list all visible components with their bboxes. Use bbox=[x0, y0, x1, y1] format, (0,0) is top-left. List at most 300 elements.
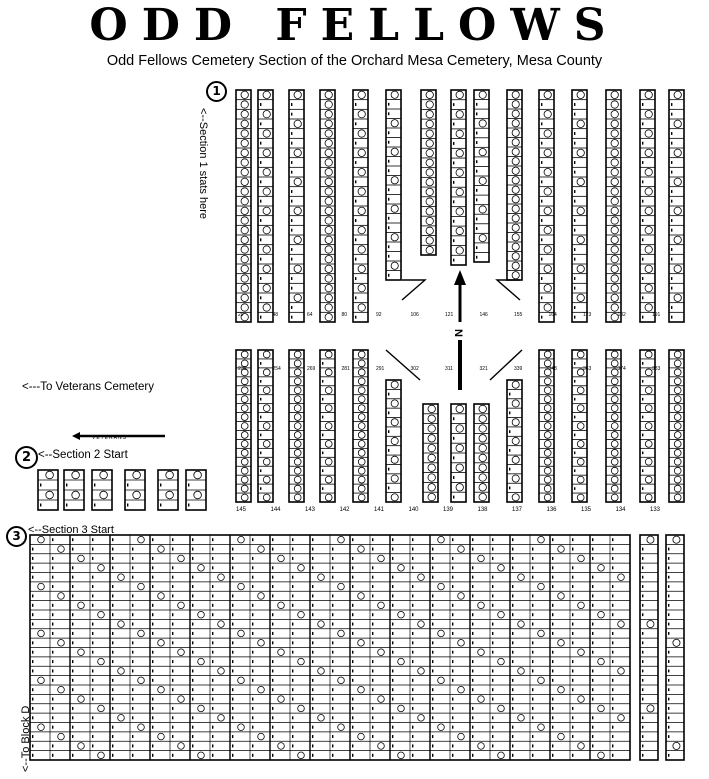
plot-tick bbox=[32, 557, 33, 560]
grave-marker bbox=[78, 743, 85, 750]
plot-tick bbox=[152, 754, 153, 757]
plot-tick bbox=[32, 660, 33, 663]
plot-tick bbox=[332, 735, 333, 738]
plot-column bbox=[669, 350, 684, 502]
plot-tick bbox=[352, 566, 353, 569]
plot-tick bbox=[552, 576, 553, 579]
plot-tick bbox=[212, 632, 213, 635]
grave-marker bbox=[479, 415, 486, 422]
grave-marker bbox=[456, 188, 463, 195]
plot-tick bbox=[332, 744, 333, 747]
plot-tick bbox=[541, 161, 542, 164]
plot-tick bbox=[52, 557, 53, 560]
plot-tick bbox=[192, 538, 193, 541]
plot-tick bbox=[592, 716, 593, 719]
plot-tick bbox=[272, 594, 273, 597]
plot-tick bbox=[212, 726, 213, 729]
grave-marker bbox=[325, 101, 332, 108]
grave-marker bbox=[398, 565, 405, 572]
plot-tick bbox=[355, 122, 356, 125]
grave-marker bbox=[294, 294, 301, 301]
plot-tick bbox=[388, 141, 389, 144]
section-3-number-circle: 3 bbox=[6, 526, 27, 547]
plot-tick bbox=[312, 660, 313, 663]
plot-tick bbox=[232, 744, 233, 747]
grave-marker bbox=[512, 167, 519, 174]
row-number-label: 92 bbox=[376, 312, 382, 318]
plot-tick bbox=[388, 468, 389, 471]
grave-marker bbox=[647, 705, 654, 712]
grave-marker bbox=[456, 150, 463, 157]
plot-tick bbox=[212, 651, 213, 654]
plot-tick bbox=[612, 726, 613, 729]
plot-tick bbox=[252, 651, 253, 654]
grave-marker bbox=[198, 658, 205, 665]
plot-tick bbox=[291, 248, 292, 251]
plot-tick bbox=[592, 585, 593, 588]
plot-tick bbox=[668, 566, 669, 569]
plot-tick bbox=[132, 735, 133, 738]
grave-marker bbox=[158, 546, 165, 553]
grave-marker bbox=[426, 179, 433, 186]
grave-marker bbox=[456, 405, 463, 412]
grave-marker bbox=[674, 449, 681, 456]
row-number-label: 138 bbox=[477, 507, 488, 513]
plot-tick bbox=[472, 641, 473, 644]
plot-tick bbox=[671, 171, 672, 174]
plot-tick bbox=[272, 660, 273, 663]
plot-tick bbox=[52, 716, 53, 719]
plot-tick bbox=[260, 487, 261, 490]
grave-marker bbox=[426, 198, 433, 205]
plot-tick bbox=[292, 698, 293, 701]
grave-marker bbox=[98, 752, 105, 759]
grave-marker bbox=[98, 565, 105, 572]
plot-tick bbox=[572, 707, 573, 710]
plot-tick bbox=[432, 641, 433, 644]
plot-tick bbox=[612, 594, 613, 597]
row-number-label: 236 bbox=[238, 366, 247, 372]
grave-marker bbox=[479, 474, 486, 481]
grave-marker bbox=[426, 120, 433, 127]
plot-tick bbox=[388, 393, 389, 396]
grave-marker bbox=[58, 686, 65, 693]
plot-tick bbox=[668, 660, 669, 663]
plot-tick bbox=[132, 754, 133, 757]
plot-tick bbox=[671, 258, 672, 261]
grave-marker bbox=[358, 91, 365, 98]
plot-tick bbox=[152, 679, 153, 682]
plot-tick bbox=[232, 613, 233, 616]
plot-tick bbox=[72, 641, 73, 644]
plot-tick bbox=[212, 557, 213, 560]
plot-tick bbox=[532, 623, 533, 626]
grave-marker bbox=[325, 226, 332, 233]
plot-tick bbox=[453, 476, 454, 479]
map-title: ODD FELLOWS bbox=[89, 0, 620, 51]
plot-tick bbox=[574, 451, 575, 454]
grave-marker bbox=[178, 602, 185, 609]
plot-tick bbox=[192, 623, 193, 626]
plot-tick bbox=[412, 698, 413, 701]
plot-tick bbox=[612, 538, 613, 541]
grave-marker bbox=[645, 188, 652, 195]
plot-tick bbox=[372, 735, 373, 738]
grave-marker bbox=[611, 120, 618, 127]
plot-tick bbox=[432, 688, 433, 691]
plot-tick bbox=[452, 604, 453, 607]
row-number-label: 139 bbox=[443, 507, 454, 513]
grave-marker bbox=[398, 705, 405, 712]
grave-marker bbox=[358, 396, 365, 403]
grave-marker bbox=[263, 188, 270, 195]
grave-marker bbox=[294, 265, 301, 272]
plot-tick bbox=[574, 398, 575, 401]
grave-marker bbox=[598, 658, 605, 665]
plot-tick bbox=[355, 200, 356, 203]
plot-tick bbox=[392, 679, 393, 682]
plot-tick bbox=[322, 469, 323, 472]
plot-tick bbox=[260, 469, 261, 472]
grave-marker bbox=[598, 611, 605, 618]
plot-tick bbox=[512, 660, 513, 663]
grave-marker bbox=[325, 168, 332, 175]
plot-tick bbox=[612, 679, 613, 682]
plot-tick bbox=[212, 538, 213, 541]
plot-tick bbox=[452, 566, 453, 569]
grave-marker bbox=[78, 555, 85, 562]
plot-tick bbox=[509, 487, 510, 490]
grave-marker bbox=[294, 178, 301, 185]
plot-tick bbox=[392, 716, 393, 719]
grave-marker bbox=[512, 475, 519, 482]
plot-tick bbox=[312, 735, 313, 738]
row-number-label: 182 bbox=[617, 312, 626, 318]
grave-marker bbox=[456, 247, 463, 254]
grave-marker bbox=[512, 262, 519, 269]
grave-marker bbox=[391, 120, 398, 127]
grave-marker bbox=[318, 574, 325, 581]
plot-tick bbox=[152, 585, 153, 588]
plot-tick bbox=[112, 698, 113, 701]
plot-tick bbox=[452, 576, 453, 579]
plot-tick bbox=[412, 613, 413, 616]
plot-tick bbox=[612, 744, 613, 747]
plot-tick bbox=[388, 245, 389, 248]
plot-tick bbox=[72, 707, 73, 710]
grave-marker bbox=[241, 101, 248, 108]
grave-marker bbox=[456, 91, 463, 98]
grave-marker bbox=[611, 159, 618, 166]
grave-marker bbox=[544, 130, 551, 137]
plot-tick bbox=[352, 623, 353, 626]
grave-marker bbox=[358, 476, 365, 483]
plot-tick bbox=[312, 538, 313, 541]
grave-marker bbox=[512, 215, 519, 222]
plot-tick bbox=[392, 594, 393, 597]
plot-tick bbox=[292, 679, 293, 682]
plot-tick bbox=[512, 604, 513, 607]
grave-marker bbox=[512, 101, 519, 108]
grave-marker bbox=[166, 471, 174, 479]
plot-tick bbox=[572, 632, 573, 635]
plot-tick bbox=[574, 434, 575, 437]
grave-marker bbox=[72, 471, 80, 479]
grave-marker bbox=[198, 611, 205, 618]
plot-tick bbox=[541, 122, 542, 125]
plot-tick bbox=[132, 613, 133, 616]
plot-tick bbox=[572, 641, 573, 644]
plot-tick bbox=[452, 679, 453, 682]
plot-tick bbox=[372, 548, 373, 551]
grave-marker bbox=[478, 555, 485, 562]
plot-tick bbox=[260, 180, 261, 183]
plot-tick bbox=[192, 604, 193, 607]
grave-marker bbox=[325, 387, 332, 394]
plot-tick bbox=[453, 181, 454, 184]
plot-tick bbox=[671, 316, 672, 319]
plot-tick bbox=[509, 468, 510, 471]
plot-tick bbox=[52, 576, 53, 579]
plot-tick bbox=[372, 623, 373, 626]
grave-marker bbox=[325, 494, 332, 501]
grave-marker bbox=[378, 743, 385, 750]
grave-marker bbox=[46, 491, 54, 499]
plot-tick bbox=[412, 707, 413, 710]
plot-tick bbox=[572, 688, 573, 691]
plot-tick bbox=[572, 726, 573, 729]
grave-marker bbox=[478, 602, 485, 609]
plot-tick bbox=[668, 623, 669, 626]
grave-marker bbox=[645, 91, 652, 98]
plot-tick bbox=[192, 585, 193, 588]
plot-tick bbox=[192, 651, 193, 654]
plot-tick bbox=[388, 449, 389, 452]
plot-tick bbox=[32, 669, 33, 672]
plot-tick bbox=[272, 641, 273, 644]
grave-marker bbox=[456, 425, 463, 432]
grave-marker bbox=[58, 593, 65, 600]
grave-marker bbox=[618, 574, 625, 581]
grave-marker bbox=[238, 630, 245, 637]
plot-tick bbox=[453, 161, 454, 164]
plot-tick bbox=[252, 623, 253, 626]
grave-marker bbox=[325, 217, 332, 224]
plot-tick bbox=[412, 726, 413, 729]
row-number-label: 269 bbox=[307, 366, 316, 372]
row-number-label: 254 bbox=[272, 366, 281, 372]
grave-marker bbox=[378, 696, 385, 703]
plot-column bbox=[258, 350, 273, 502]
grave-marker bbox=[458, 686, 465, 693]
plot-tick bbox=[668, 651, 669, 654]
row-number-label: 164 bbox=[548, 312, 557, 318]
grave-marker bbox=[558, 593, 565, 600]
plot-tick bbox=[668, 613, 669, 616]
grave-marker bbox=[263, 226, 270, 233]
plot-tick bbox=[476, 256, 477, 259]
plot-tick bbox=[291, 171, 292, 174]
plot-tick bbox=[52, 585, 53, 588]
plot-tick bbox=[292, 576, 293, 579]
plot-tick bbox=[532, 566, 533, 569]
grave-marker bbox=[391, 205, 398, 212]
grave-marker bbox=[294, 369, 301, 376]
plot-tick bbox=[512, 679, 513, 682]
plot-tick bbox=[152, 698, 153, 701]
grave-marker bbox=[325, 423, 332, 430]
row-number-label: 136 bbox=[546, 507, 557, 513]
map-markings bbox=[72, 270, 522, 440]
grave-marker bbox=[58, 640, 65, 647]
grave-marker bbox=[325, 159, 332, 166]
plot-tick bbox=[72, 735, 73, 738]
plot-tick bbox=[152, 604, 153, 607]
plot-tick bbox=[472, 660, 473, 663]
plot-tick bbox=[392, 698, 393, 701]
plot-tick bbox=[332, 548, 333, 551]
plot-tick bbox=[292, 688, 293, 691]
plot-tick bbox=[642, 585, 643, 588]
grave-marker bbox=[358, 733, 365, 740]
plot-tick bbox=[192, 641, 193, 644]
plot-tick bbox=[642, 595, 643, 598]
plot-tick bbox=[492, 669, 493, 672]
plot-tick bbox=[668, 698, 669, 701]
grave-marker bbox=[358, 284, 365, 291]
plot-tick bbox=[188, 504, 189, 507]
plot-column bbox=[507, 380, 522, 502]
grave-marker bbox=[538, 677, 545, 684]
plot-tick bbox=[476, 112, 477, 115]
plot-tick bbox=[532, 754, 533, 757]
plot-tick bbox=[322, 487, 323, 490]
plot-tick bbox=[671, 287, 672, 290]
plot-tick bbox=[388, 103, 389, 106]
plot-tick bbox=[572, 669, 573, 672]
grave-marker bbox=[538, 536, 545, 543]
plot-tick bbox=[552, 613, 553, 616]
plot-tick bbox=[642, 434, 643, 437]
plot-tick bbox=[92, 679, 93, 682]
grave-marker bbox=[294, 458, 301, 465]
grave-marker bbox=[241, 110, 248, 117]
grave-marker bbox=[456, 208, 463, 215]
grave-marker bbox=[512, 120, 519, 127]
grave-marker bbox=[358, 369, 365, 376]
row-number-label: 140 bbox=[408, 507, 419, 513]
grave-marker bbox=[98, 705, 105, 712]
plot-tick bbox=[372, 754, 373, 757]
grave-marker bbox=[426, 91, 433, 98]
row-number-label: 121 bbox=[445, 312, 454, 318]
plot-tick bbox=[132, 698, 133, 701]
plot-tick bbox=[252, 538, 253, 541]
grave-marker bbox=[358, 414, 365, 421]
plot-tick bbox=[392, 585, 393, 588]
plot-tick bbox=[592, 641, 593, 644]
grave-marker bbox=[479, 148, 486, 155]
grave-marker bbox=[138, 677, 145, 684]
plot-tick bbox=[355, 103, 356, 106]
plot-tick bbox=[292, 538, 293, 541]
plot-tick bbox=[232, 576, 233, 579]
plot-tick bbox=[472, 716, 473, 719]
plot-tick bbox=[172, 735, 173, 738]
plot-tick bbox=[392, 744, 393, 747]
plot-tick bbox=[476, 132, 477, 135]
grave-marker bbox=[391, 494, 398, 501]
plot-tick bbox=[476, 227, 477, 230]
plot-tick bbox=[352, 669, 353, 672]
grave-marker bbox=[478, 743, 485, 750]
grave-marker bbox=[674, 369, 681, 376]
plot-tick bbox=[272, 566, 273, 569]
plot-tick bbox=[352, 698, 353, 701]
to-block-d-label: <--To Block D bbox=[20, 705, 32, 772]
plot-tick bbox=[541, 219, 542, 222]
grave-marker bbox=[263, 387, 270, 394]
plot-tick bbox=[372, 679, 373, 682]
plot-tick bbox=[152, 726, 153, 729]
grave-marker bbox=[479, 484, 486, 491]
row-number-label: 146 bbox=[479, 312, 488, 318]
plot-tick bbox=[32, 623, 33, 626]
plot-tick bbox=[642, 632, 643, 635]
plot-tick bbox=[642, 754, 643, 757]
plot-tick bbox=[232, 688, 233, 691]
grave-marker bbox=[544, 265, 551, 272]
plot-tick bbox=[252, 716, 253, 719]
plot-tick bbox=[252, 613, 253, 616]
grave-marker bbox=[238, 536, 245, 543]
grave-marker bbox=[58, 546, 65, 553]
grave-marker bbox=[263, 405, 270, 412]
grave-marker bbox=[294, 432, 301, 439]
plot-tick bbox=[642, 142, 643, 145]
grave-marker bbox=[577, 423, 584, 430]
grave-marker bbox=[577, 236, 584, 243]
grave-marker bbox=[358, 467, 365, 474]
grave-marker bbox=[456, 130, 463, 137]
plot-tick bbox=[509, 430, 510, 433]
plot-tick bbox=[92, 669, 93, 672]
plot-tick bbox=[291, 287, 292, 290]
plot-tick bbox=[642, 258, 643, 261]
plot-tick bbox=[642, 451, 643, 454]
plot-tick bbox=[432, 744, 433, 747]
grave-marker bbox=[138, 536, 145, 543]
grave-marker bbox=[544, 351, 551, 358]
grave-marker bbox=[241, 449, 248, 456]
plot-tick bbox=[572, 660, 573, 663]
grave-marker bbox=[241, 432, 248, 439]
grave-marker bbox=[479, 425, 486, 432]
plot-tick bbox=[572, 623, 573, 626]
plot-tick bbox=[312, 557, 313, 560]
plot-tick bbox=[355, 142, 356, 145]
plot-tick bbox=[612, 585, 613, 588]
grave-marker bbox=[358, 351, 365, 358]
plot-tick bbox=[532, 735, 533, 738]
plot-tick bbox=[472, 548, 473, 551]
plot-tick bbox=[392, 538, 393, 541]
plot-tick bbox=[642, 745, 643, 748]
plot-tick bbox=[552, 698, 553, 701]
plot-tick bbox=[192, 576, 193, 579]
grave-marker bbox=[263, 110, 270, 117]
plot-tick bbox=[388, 274, 389, 277]
